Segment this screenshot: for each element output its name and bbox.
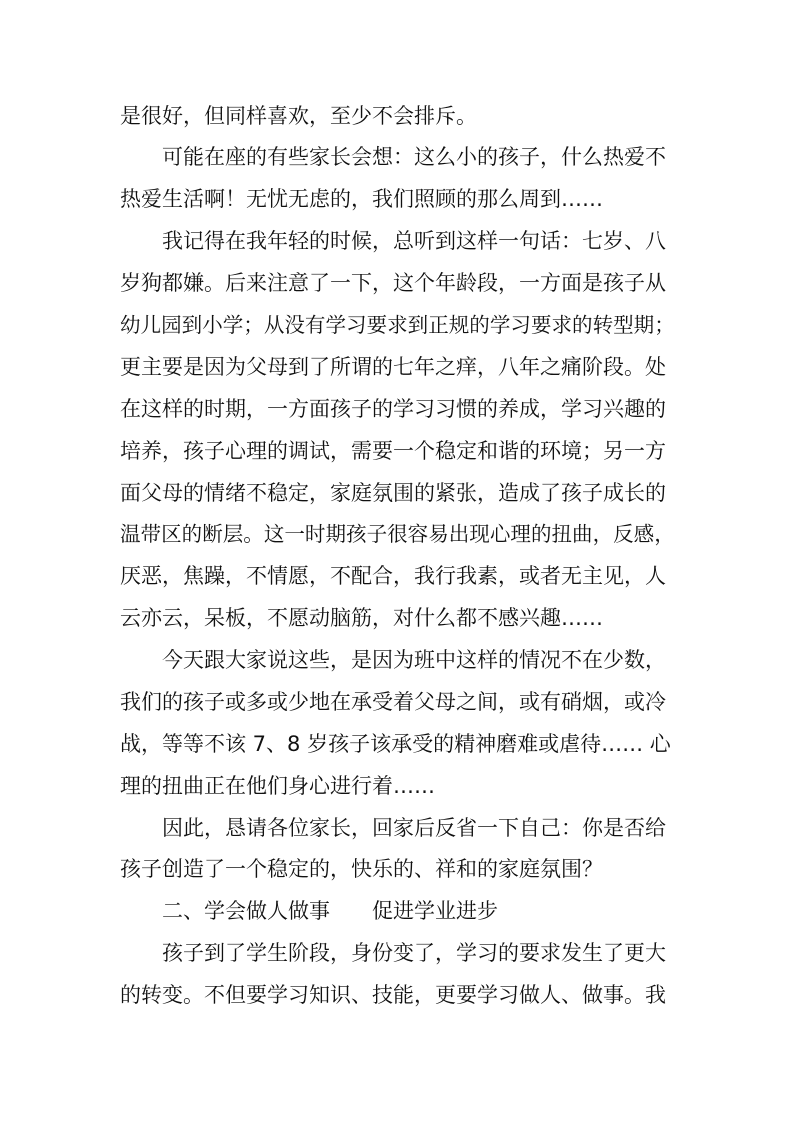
text-line: 云亦云，呆板，不愿动脑筋，对什么都不感兴趣…… xyxy=(120,606,603,630)
text-line: 是很好，但同样喜欢，至少不会排斥。 xyxy=(120,104,477,128)
text-line: 面父母的情绪不稳定，家庭氛围的紧张，造成了孩子成长的 xyxy=(120,481,666,505)
text-line: 温带区的断层。这一时期孩子很容易出现心理的扭曲，反感， xyxy=(120,522,675,546)
text-line: 今天跟大家说这些，是因为班中这样的情况不在少数， xyxy=(162,648,666,672)
text-line: 我记得在我年轻的时候，总听到这样一句话：七岁、八 xyxy=(162,229,666,253)
text-line: 我们的孩子或多或少地在承受着父母之间，或有硝烟，或冷 xyxy=(120,690,666,714)
text-line: 热爱生活啊！无忧无虑的，我们照顾的那么周到…… xyxy=(120,187,603,211)
text-line: 岁狗都嫌。后来注意了一下，这个年龄段，一方面是孩子从 xyxy=(120,271,666,295)
text-line: 在这样的时期，一方面孩子的学习习惯的养成，学习兴趣的 xyxy=(120,397,666,421)
text-line: 幼儿园到小学；从没有学习要求到正规的学习要求的转型期； xyxy=(120,313,675,337)
text-line: 理的扭曲正在他们身心进行着…… xyxy=(120,774,435,798)
text-line: 更主要是因为父母到了所谓的七年之痒，八年之痛阶段。处 xyxy=(120,355,666,379)
text-line: 因此，恳请各位家长，回家后反省一下自己：你是否给 xyxy=(162,816,666,840)
text-line: 培养，孩子心理的调试，需要一个稳定和谐的环境；另一方 xyxy=(120,439,666,463)
text-line: 厌恶，焦躁，不情愿，不配合，我行我素，或者无主见，人 xyxy=(120,564,666,588)
text-line: 孩子创造了一个稳定的，快乐的、祥和的家庭氛围？ xyxy=(120,857,603,881)
text-line: 可能在座的有些家长会想：这么小的孩子，什么热爱不 xyxy=(162,145,666,169)
text-line: 的转变。不但要学习知识、技能，更要学习做人、做事。我 xyxy=(120,983,666,1007)
text-line: 战，等等不该 7、8 岁孩子该承受的精神磨难或虐待…… 心 xyxy=(120,732,671,756)
text-line: 孩子到了学生阶段，身份变了，学习的要求发生了更大 xyxy=(162,941,666,965)
section-heading: 二、学会做人做事 促进学业进步 xyxy=(162,899,498,923)
